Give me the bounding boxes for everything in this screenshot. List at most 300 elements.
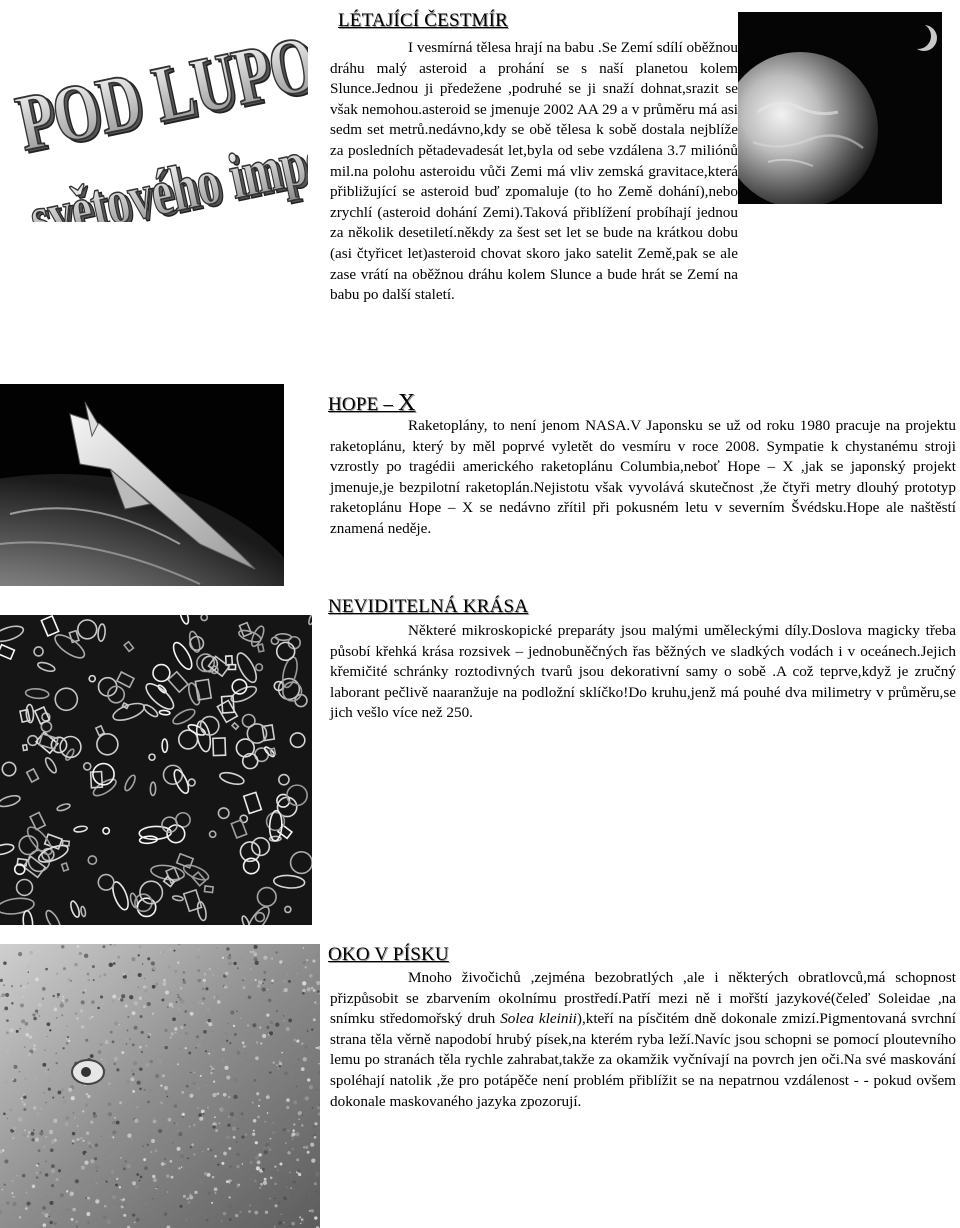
sand-grain	[25, 1022, 29, 1026]
sand-grain	[33, 1129, 35, 1131]
sand-grain	[33, 1044, 35, 1046]
sand-grain	[283, 1128, 286, 1131]
sand-grain	[79, 952, 82, 955]
sand-grain	[121, 994, 125, 998]
sand-grain	[236, 1185, 239, 1188]
sand-grain	[309, 974, 313, 978]
sand-grain	[228, 1023, 229, 1024]
sand-grain	[51, 1169, 55, 1173]
sand-grain	[193, 1082, 196, 1085]
paragraph-text-end: ),kteří na písčitém dně dokonale zmizí.Pigmentovaná svrchní strana těla věrně napodobí hrubý písek,na kterém ryba leží.Navíc jsou schopni se pomocí ploutevního lemu po stranách těla rychle zahrabat,takže za okamžik vyčnívají na povrch jen oči.Na své maskování spoléhají natolik ,že pro potápěče není problém přiblížit se na nepatrnou vzdálenost - - pokud ovšem dokonale maskovaného jazyka zpozorují.	[330, 1010, 956, 1110]
sand-grain	[202, 997, 205, 1000]
sand-grain	[199, 1021, 201, 1023]
sand-grain	[13, 1202, 17, 1206]
sand-grain	[245, 1200, 247, 1202]
sand-grain	[254, 957, 258, 961]
sand-grain	[269, 1071, 271, 1073]
sand-grain	[37, 1013, 38, 1014]
sand-grain	[18, 1117, 22, 1121]
sand-grain	[307, 987, 311, 991]
sand-grain	[24, 1130, 25, 1131]
sand-grain	[313, 1125, 316, 1128]
sand-grain	[198, 949, 199, 950]
sand-grain	[132, 1213, 135, 1216]
sand-grain	[309, 1210, 311, 1212]
sand-grain	[296, 1040, 299, 1043]
sand-grain	[305, 1096, 309, 1100]
sand-grain	[142, 1145, 144, 1147]
sand-grain	[205, 1050, 207, 1052]
sand-grain	[207, 1148, 209, 1150]
sand-grain	[230, 1112, 234, 1116]
sand-grain	[298, 1111, 302, 1115]
sand-grain	[132, 1090, 135, 1093]
sand-grain	[263, 971, 266, 974]
sand-grain	[296, 1085, 298, 1087]
sand-grain	[279, 960, 283, 964]
sand-grain	[273, 1062, 275, 1064]
sand-grain	[289, 1048, 290, 1049]
sand-grain	[4, 1184, 6, 1186]
sand-grain	[36, 1172, 38, 1174]
sand-grain	[57, 993, 60, 996]
sand-grain	[264, 1178, 267, 1181]
sand-grain	[257, 1116, 260, 1119]
sand-grain	[254, 1179, 257, 1182]
sand-grain	[5, 1081, 8, 1084]
sand-grain	[155, 1074, 159, 1078]
sand-grain	[54, 1222, 57, 1225]
sand-grain	[95, 1165, 99, 1169]
sand-grain	[109, 1178, 110, 1179]
sand-grain	[207, 1106, 209, 1108]
earth-moon-image	[738, 12, 942, 204]
sand-grain	[217, 1164, 219, 1166]
sand-grain	[298, 1119, 299, 1120]
sand-grain	[68, 1088, 72, 1092]
sand-grain	[23, 996, 24, 997]
sand-grain	[196, 1086, 200, 1090]
sand-grain	[221, 1162, 224, 1165]
sand-grain	[40, 1168, 41, 1169]
sand-grain	[248, 996, 252, 1000]
sand-grain	[105, 1040, 109, 1044]
fish-pupil	[81, 1067, 91, 1077]
sand-grain	[198, 1113, 202, 1117]
sand-grain	[164, 1086, 168, 1090]
sand-grain	[27, 1052, 31, 1056]
sand-grain	[286, 1186, 288, 1188]
sand-grain	[93, 979, 95, 981]
sand-grain	[58, 1091, 62, 1095]
sand-grain	[52, 1096, 54, 1098]
logo-line1-shadow: POD LUPOU	[13, 12, 308, 171]
sand-grain	[87, 1221, 89, 1223]
sand-grain	[240, 958, 244, 962]
sand-grain	[217, 947, 219, 949]
sand-grain	[254, 953, 257, 956]
sand-grain	[133, 1193, 135, 1195]
sand-grain	[257, 1160, 261, 1164]
paragraph-text: Mnoho živočichů ,zejména bezobratlých ,ale i některých obratlovců,má schopnost přizpůsobit se zbarvením okolnímu prostředí.Patří mezi ně i mořští jazykové(čeleď Soleidae ,na snímku středomořský druh	[330, 969, 956, 1028]
sand-grain	[242, 1041, 245, 1044]
sand-grain	[180, 1205, 183, 1208]
sand-grain	[306, 1197, 308, 1199]
sand-grain	[208, 1022, 212, 1026]
sand-grain	[222, 1194, 224, 1196]
sand-grain	[228, 1204, 232, 1208]
sand-grain	[189, 1126, 191, 1128]
sand-grain	[289, 1171, 291, 1173]
sand-grain	[268, 1094, 270, 1096]
sand-grain	[143, 985, 146, 988]
sand-grain	[152, 985, 156, 989]
sand-grain	[45, 1136, 47, 1138]
sand-grain	[196, 1035, 199, 1038]
sand-grain	[289, 1226, 290, 1227]
sand-grain	[116, 1178, 118, 1180]
sand-grain	[145, 1044, 148, 1047]
sand-grain	[279, 1062, 282, 1065]
sand-grain	[229, 1166, 231, 1168]
sand-grain	[76, 1221, 78, 1223]
sand-grain	[110, 1031, 113, 1034]
sand-grain	[233, 1118, 236, 1121]
sand-grain	[74, 1117, 76, 1119]
sand-grain	[223, 1212, 227, 1216]
sand-grain	[53, 1008, 57, 1012]
sand-grain	[173, 950, 175, 952]
sand-grain	[61, 945, 65, 949]
sand-grain	[239, 1210, 242, 1213]
sand-grain	[84, 1161, 88, 1165]
sand-grain	[178, 946, 179, 947]
fish-in-sand-image	[0, 944, 320, 1228]
sand-grain	[264, 1150, 268, 1154]
sand-grain	[255, 1155, 259, 1159]
sand-grain	[227, 955, 231, 959]
sand-grain	[49, 1029, 51, 1031]
sand-grain	[66, 1116, 70, 1120]
sand-grain	[163, 979, 166, 982]
sand-grain	[97, 1007, 99, 1009]
sand-grain	[102, 1061, 106, 1065]
sand-grain	[271, 1018, 273, 1020]
sand-grain	[177, 962, 179, 964]
sand-grain	[67, 1209, 69, 1211]
sand-grain	[182, 971, 185, 974]
sand-grain	[158, 1129, 162, 1133]
sand-grain	[209, 1067, 212, 1070]
sand-grain	[228, 1116, 230, 1118]
sand-grain	[90, 1054, 94, 1058]
sand-grain	[147, 1002, 151, 1006]
sand-grain	[21, 1101, 23, 1103]
sand-grain	[60, 1003, 64, 1007]
sand-grain	[125, 978, 129, 982]
sand-grain	[279, 1065, 281, 1067]
sand-grain	[247, 1024, 249, 1026]
sand-grain	[212, 1031, 214, 1033]
sand-grain	[72, 1132, 76, 1136]
sand-grain	[126, 1029, 128, 1031]
sand-grain	[174, 1027, 178, 1031]
section-paragraph-letajici-cestmir	[330, 38, 738, 306]
sand-grain	[111, 968, 113, 970]
sand-grain	[228, 1147, 231, 1150]
sand-grain	[174, 1122, 176, 1124]
sand-grain	[197, 1043, 201, 1047]
sand-grain	[48, 1216, 50, 1218]
sand-grain	[107, 1220, 111, 1224]
sand-grain	[31, 1132, 35, 1136]
sand-grain	[113, 960, 114, 961]
sand-grain	[202, 1003, 203, 1004]
sand-grain	[155, 983, 158, 986]
sand-grain	[90, 1181, 93, 1184]
sand-grain	[134, 1026, 138, 1030]
sand-grain	[214, 1187, 218, 1191]
sand-grain	[181, 1151, 184, 1154]
sand-grain	[222, 1048, 225, 1051]
sand-grain	[296, 1158, 299, 1161]
sand-grain	[27, 964, 31, 968]
sand-grain	[258, 980, 262, 984]
sand-grain	[90, 1159, 94, 1163]
sand-grain	[211, 1202, 213, 1204]
sand-grain	[267, 1112, 269, 1114]
sand-grain	[91, 1000, 94, 1003]
sand-grain	[156, 1193, 158, 1195]
sand-grain	[208, 1053, 210, 1055]
sand-grain	[297, 1169, 300, 1172]
sand-grain	[39, 1171, 42, 1174]
sand-grain	[183, 980, 187, 984]
sand-grain	[226, 1040, 228, 1042]
sand-grain	[12, 1078, 14, 1080]
sand-grain	[248, 1210, 251, 1213]
sand-grain	[96, 1182, 98, 1184]
sand-grain	[271, 958, 273, 960]
sand-grain	[283, 990, 285, 992]
sand-grain	[268, 999, 272, 1003]
sand-grain	[113, 962, 116, 965]
sand-grain	[145, 1213, 147, 1215]
sand-grain	[167, 1191, 168, 1192]
section-heading-oko-v-pisku: OKO V PÍSKU	[328, 944, 449, 965]
sand-grain	[201, 1109, 205, 1113]
sand-grain	[266, 1026, 269, 1029]
sand-grain	[240, 1018, 242, 1020]
sand-grain	[66, 1025, 68, 1027]
sand-grain	[132, 1073, 135, 1076]
sand-grain	[48, 1088, 51, 1091]
sand-grain	[41, 1108, 42, 1109]
sand-grain	[23, 1134, 26, 1137]
sand-grain	[160, 1085, 162, 1087]
sand-grain	[101, 1059, 102, 1060]
sand-grain	[279, 1163, 282, 1166]
sand-grain	[229, 1042, 231, 1044]
sand-grain	[236, 1153, 240, 1157]
sand-grain	[75, 1179, 79, 1183]
sand-grain	[203, 1113, 205, 1115]
sand-grain	[103, 1215, 106, 1218]
paragraph-text: Raketoplány, to není jenom NASA.V Japonsku se už od roku 1980 pracuje na projektu raketoplánu, který by měl poprvé vyletět do vesmíru v roce 2008. Sympatie k chystanému stroji vzrostly po tragédii amerického raketoplánu Columbia,neboť Hope – X ,jak se japonský projekt jmenuje,je bezpilotní raketoplán.Nejistotu však vyvolává skutečnost ,že čtyři metry dlouhý prototyp raketoplánu Hope – X se nedávno zřítil při pokusném letu v severním Švédsku.Hope ale naštěstí znamená neděje.	[330, 417, 956, 537]
sand-grain	[233, 1136, 236, 1139]
sand-grain	[165, 991, 169, 995]
section-paragraph-oko-v-pisku	[330, 968, 956, 1112]
sand-grain	[4, 1159, 8, 1163]
sand-grain	[119, 1024, 120, 1025]
magazine-logo	[8, 2, 308, 222]
sand-grain	[125, 1160, 128, 1163]
sand-grain	[164, 1163, 166, 1165]
sand-grain	[19, 1071, 21, 1073]
sand-grain	[120, 998, 123, 1001]
sand-grain	[151, 1139, 155, 1143]
sand-grain	[166, 1092, 167, 1093]
sand-grain	[235, 1214, 238, 1217]
sand-grain	[95, 1199, 99, 1203]
sand-grain	[21, 1019, 25, 1023]
logo-line1: POD LUPOU	[9, 9, 308, 169]
sand-grain	[187, 1157, 189, 1159]
sand-grain	[176, 1001, 178, 1003]
sand-grain	[61, 1088, 64, 1091]
section-heading-hope-x	[328, 390, 416, 417]
sand-grain	[316, 1190, 318, 1192]
sand-grain	[205, 1084, 207, 1086]
sand-grain	[72, 1112, 74, 1114]
sand-grain	[112, 1000, 114, 1002]
sand-grain	[76, 1017, 78, 1019]
sand-grain	[224, 985, 228, 989]
sand-grain	[85, 1039, 88, 1042]
sand-grain	[109, 963, 113, 967]
sand-grain	[93, 1112, 96, 1115]
sand-grain	[297, 973, 298, 974]
sand-grain	[283, 980, 286, 983]
sand-grain	[260, 1042, 262, 1044]
sand-grain	[110, 1135, 112, 1137]
sand-grain	[111, 1170, 114, 1173]
sand-grain	[27, 1202, 31, 1206]
sand-grain	[295, 1132, 299, 1136]
sand-grain	[293, 1123, 295, 1125]
sand-grain	[39, 1131, 43, 1135]
sand-grain	[23, 986, 26, 989]
sand-grain	[153, 967, 157, 971]
sand-grain	[81, 1000, 85, 1004]
sand-grain	[307, 1078, 310, 1081]
sand-grain	[274, 1198, 275, 1199]
sand-grain	[44, 1213, 48, 1217]
sand-grain	[36, 1112, 40, 1116]
sand-grain	[262, 1034, 266, 1038]
sand-grain	[293, 1100, 297, 1104]
sand-grain	[51, 1184, 54, 1187]
sand-grain	[313, 1018, 316, 1021]
sand-grain	[85, 1197, 86, 1198]
sand-grain	[155, 1149, 158, 1152]
sand-grain	[292, 1138, 294, 1140]
sand-grain	[33, 1047, 36, 1050]
sand-grain	[250, 951, 252, 953]
sand-grain	[26, 1027, 29, 1030]
sand-grain	[160, 1102, 162, 1104]
sand-grain	[57, 1197, 61, 1201]
sand-grain	[269, 1148, 272, 1151]
sand-grain	[260, 1183, 263, 1186]
sand-grain	[300, 1223, 302, 1225]
sand-grain	[110, 1154, 113, 1157]
sand-grain	[230, 1010, 234, 1014]
sand-grain	[217, 1092, 220, 1095]
sand-grain	[98, 1050, 102, 1054]
sand-grain	[76, 1138, 80, 1142]
sand-grain	[224, 1066, 228, 1070]
sand-grain	[127, 1133, 131, 1137]
sand-grain	[152, 1013, 154, 1015]
sand-grain	[274, 1204, 277, 1207]
sand-grain	[244, 1053, 246, 1055]
sand-grain	[185, 1032, 188, 1035]
sand-grain	[202, 988, 205, 991]
sand-grain	[187, 1201, 190, 1204]
sand-grain	[112, 995, 116, 999]
sand-grain	[196, 955, 200, 959]
sand-grain	[194, 1071, 196, 1073]
sand-grain	[56, 1017, 57, 1018]
sand-grain	[75, 1012, 78, 1015]
sand-grain	[108, 1103, 111, 1106]
sand-grain	[186, 1085, 189, 1088]
sand-grain	[295, 951, 297, 953]
sand-grain	[82, 1140, 84, 1142]
sand-grain	[236, 1165, 239, 1168]
sand-grain	[135, 1185, 139, 1189]
sand-grain	[287, 1151, 290, 1154]
sand-grain	[277, 1068, 279, 1070]
sand-grain	[161, 1162, 165, 1166]
sand-grain	[185, 1049, 186, 1050]
sand-grain	[84, 954, 88, 958]
sand-grain	[86, 1132, 89, 1135]
sand-grain	[233, 1095, 237, 1099]
sand-grain	[115, 1184, 118, 1187]
sand-grain	[255, 1141, 258, 1144]
sand-grain	[101, 1136, 102, 1137]
sand-grain	[108, 1112, 112, 1116]
sand-grain	[120, 1157, 122, 1159]
sand-grain	[312, 1107, 313, 1108]
sand-grain	[169, 1002, 173, 1006]
sand-grain	[81, 1025, 85, 1029]
sand-grain	[212, 1125, 215, 1128]
sand-grain	[48, 1069, 50, 1071]
sand-grain	[52, 995, 55, 998]
sand-grain	[256, 1166, 260, 1170]
sand-grain	[139, 1067, 142, 1070]
heading-text: HOPE –	[328, 394, 399, 415]
sand-grain	[127, 1081, 129, 1083]
sand-grain	[283, 1015, 284, 1016]
sand-grain	[310, 1143, 314, 1147]
sand-grain	[143, 1202, 147, 1206]
sand-grain	[22, 1174, 25, 1177]
sand-grain	[132, 1011, 136, 1015]
